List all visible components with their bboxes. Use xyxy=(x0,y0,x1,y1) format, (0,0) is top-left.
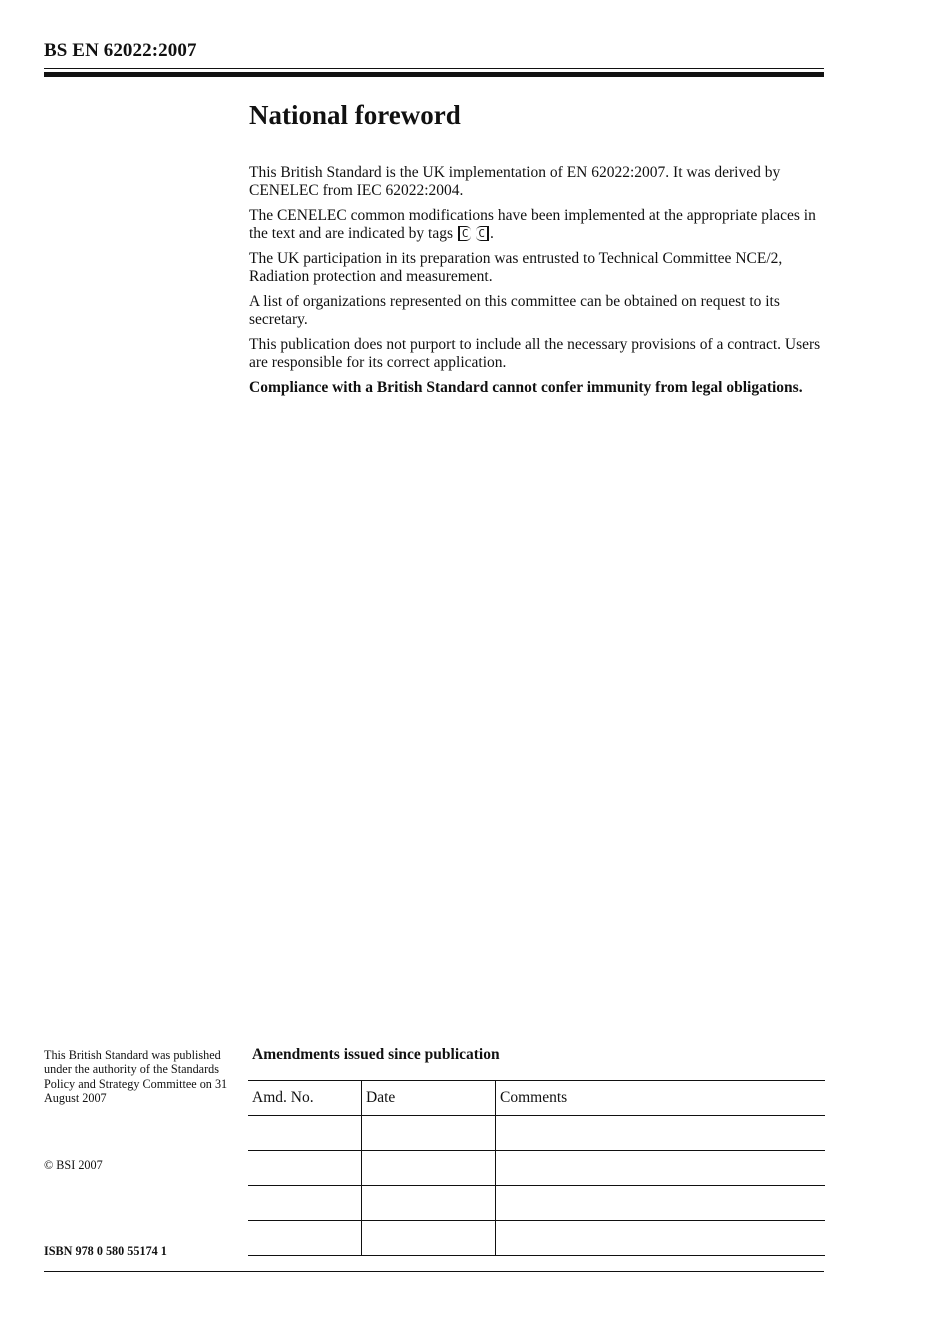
table-cell xyxy=(496,1151,826,1186)
table-cell xyxy=(362,1116,496,1151)
table-cell xyxy=(362,1186,496,1221)
table-cell xyxy=(362,1151,496,1186)
paragraph-organizations: A list of organizations represented on this committee can be obtained on request to its secretary. xyxy=(249,293,780,328)
copyright: © BSI 2007 xyxy=(44,1158,103,1172)
isbn: ISBN 978 0 580 55174 1 xyxy=(44,1244,167,1258)
paragraph-end-mark: . xyxy=(490,224,494,242)
column-header-amd-no: Amd. No. xyxy=(248,1081,362,1116)
table-cell xyxy=(248,1186,362,1221)
table-cell xyxy=(496,1186,826,1221)
table-row xyxy=(248,1151,825,1186)
paragraph-compliance: Compliance with a British Standard cannot confer immunity from legal obligations. xyxy=(249,379,803,396)
header-rule-thick xyxy=(44,72,824,77)
table-cell xyxy=(496,1116,826,1151)
column-header-comments: Comments xyxy=(496,1081,826,1116)
paragraph-implementation: This British Standard is the UK implementation of EN 62022:2007. It was derived by CENELEC from IEC 62022:2004. xyxy=(249,164,781,199)
amendments-table xyxy=(248,1080,825,1256)
amendments-header-row xyxy=(248,1081,825,1116)
table-row xyxy=(248,1186,825,1221)
tag-close-icon: C xyxy=(476,226,489,241)
table-row xyxy=(248,1221,825,1256)
table-cell xyxy=(248,1221,362,1256)
column-header-date: Date xyxy=(362,1081,496,1116)
publication-note: This British Standard was published under the authority of the Standards Policy and Strategy Committee on 31 August 2007 xyxy=(44,1048,228,1105)
footer-rule xyxy=(44,1271,824,1272)
table-cell xyxy=(362,1221,496,1256)
amendments-title: Amendments issued since publication xyxy=(252,1046,500,1063)
paragraph-common-modifications-text: The CENELEC common modifications have been implemented at the appropriate places in the text and are indicated by tags xyxy=(249,207,816,242)
header-rule-thin xyxy=(44,68,824,69)
tag-open-icon: C xyxy=(458,226,471,241)
table-cell xyxy=(248,1151,362,1186)
table-cell xyxy=(496,1221,826,1256)
paragraph-common-modifications xyxy=(249,207,829,242)
page-title: National foreword xyxy=(249,100,461,130)
table-row xyxy=(248,1116,825,1151)
paragraph-contract: This publication does not purport to include all the necessary provisions of a contract. Users are responsible for its correct application. xyxy=(249,336,821,371)
paragraph-committee: The UK participation in its preparation was entrusted to Technical Committee NCE/2, Radiation protection and measurement. xyxy=(249,250,783,285)
foreword-body xyxy=(249,164,829,405)
document-id: BS EN 62022:2007 xyxy=(44,40,197,61)
table-cell xyxy=(248,1116,362,1151)
